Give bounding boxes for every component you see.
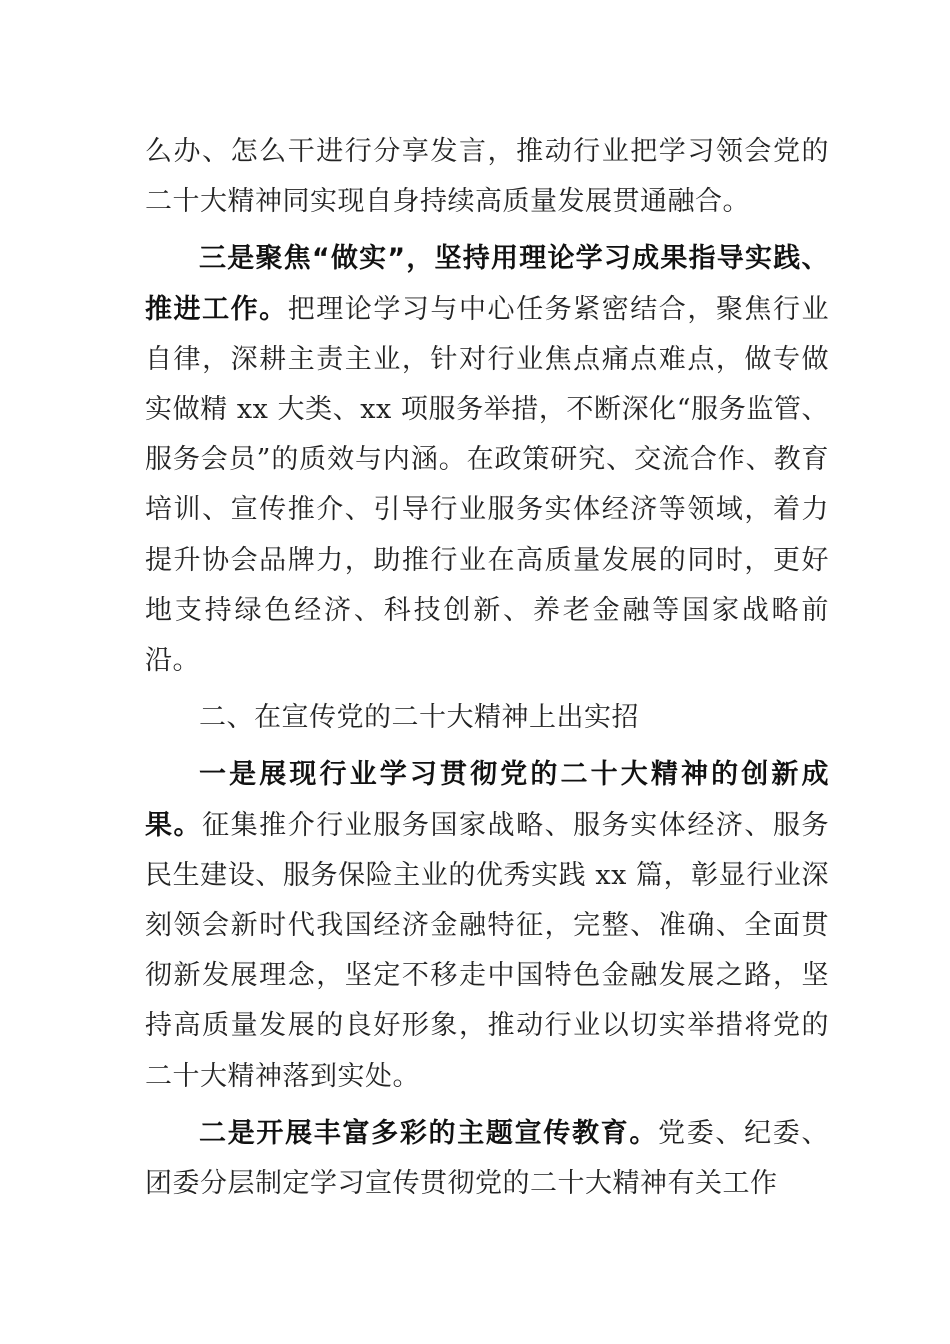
paragraph-text: 么办、怎么干进行分享发言，推动行业把学习领会党的二十大精神同实现自身持续高质量发展贯通融合。 [145,136,829,218]
paragraph-lead-bold: 三是聚焦“做实”，坚持用理论学习成果指导实践、推进工作。 [145,243,829,325]
paragraph-text: 把理论学习与中心任务紧密结合，聚焦行业自律，深耕主责主业，针对行业焦点痛点难点，做专做实做精 xx 大类、xx 项服务举措，不断深化“服务监管、服务会员”的质效与内涵。在政策研究、交流合作、教育培训、宣传推介、引导行业服务实体经济等领域，着力提升协会品牌力，助推行业在高质量发展的同时，更好地支持绿色经济、科技创新、养老金融等国家战略前沿。 [145,293,830,677]
paragraph-innovation-results [145,750,829,1101]
section-heading [145,693,829,743]
paragraph-focus-practice [145,234,829,686]
paragraph-lead-bold: 二是开展丰富多彩的主题宣传教育。 [199,1117,659,1149]
document-page [145,127,829,1209]
paragraph-theme-education [145,1109,829,1209]
section-heading-text: 二、在宣传党的二十大精神上出实招 [199,702,639,734]
paragraph-text: 征集推介行业服务国家战略、服务实体经济、服务民生建设、服务保险主业的优秀实践 xx 篇，彰显行业深刻领会新时代我国经济金融特征，完整、准确、全面贯彻新发展理念，坚定不移走中国特色金融发展之路，坚持高质量发展的良好形象，推动行业以切实举措将党的二十大精神落到实处。 [145,809,830,1092]
paragraph-text: 党委、纪委、团委分层制定学习宣传贯彻党的二十大精神有关工作 [145,1117,829,1200]
paragraph-continuation [145,127,829,227]
paragraph-lead-bold: 一是展现行业学习贯彻党的二十大精神的创新成果。 [145,759,829,841]
